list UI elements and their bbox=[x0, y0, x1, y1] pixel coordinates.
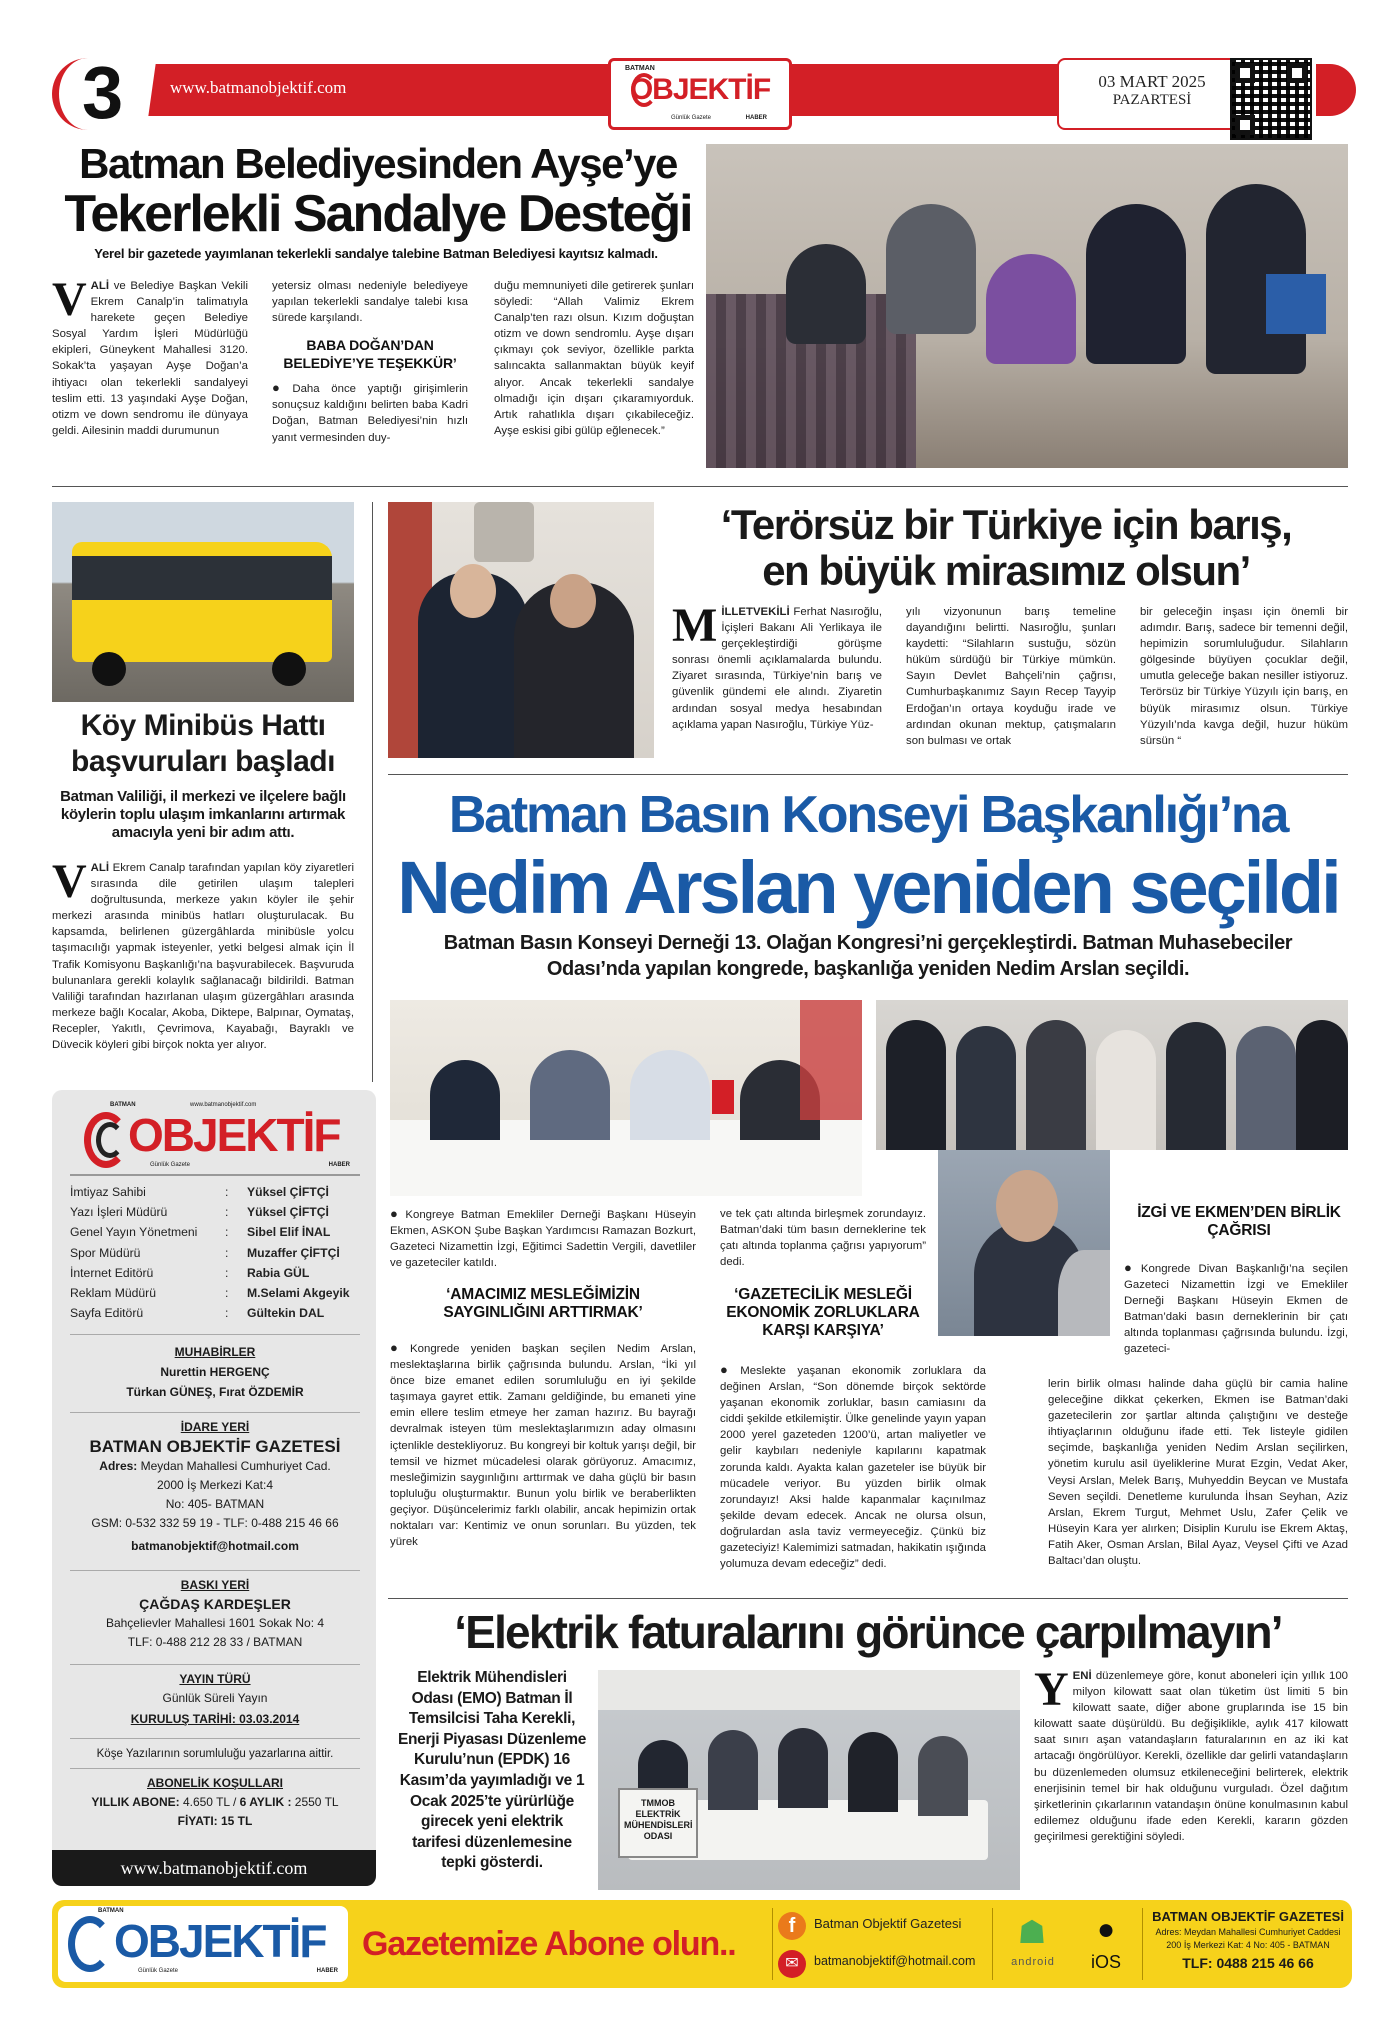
header-bar bbox=[52, 51, 1350, 134]
article3-deck: Batman Valiliği, il merkezi ve ilçelere bağlı köylerin toplu ulaşım imkanlarını artırmak amacıyla yeni bir adım attı. bbox=[60, 788, 346, 841]
article1-subhead: BABA DOĞAN’DAN BELEDİYE’YE TEŞEKKÜR’ bbox=[283, 337, 457, 372]
article4-title-1: Batman Basın Konseyi Başkanlığı’na bbox=[448, 786, 1288, 844]
article2-col2: yılı vizyonunun barış temeline dayandığını belirtti. Nasıroğlu, şunları kaydetti: “Silahların sustuğu, sözün hüküm sürdüğü bir Türkiye mümkün. Sayın Devlet Bahçeli’nin çağrısı, Cumhurbaşkanımız Sayın Recep Tayyip Erdoğan’ın ortaya koyduğu irade ve ardından okunan mektup, çatışmaların son bulması ve ortak bbox=[906, 606, 1116, 747]
footer-logo: BATMAN OBJEKTİF Günlük Gazete HABER bbox=[58, 1906, 348, 1982]
article3-body: VALİ Ekrem Canalp tarafından yapılan köy ziyaretleri sırasında dile getirilen ulaşım talepleri doğrultusunda, merkeze yakın köyler ile şehir merkezi arasında minibüs hatları oluşturulacak. Bu kapsamda, belirlenen güzergâhlarda minibüsle yolcu taşımacılığı yapmak isteyenler, yetki belgesi almak için İl Trafik Komisyonu Başkanlığı’na başvurabilecek. Başvuruda bulunanlara gerekli kolaylık sağlanacağı bildirildi. Batman Valiliği tarafından hazırlanan ulaşım güzergâhları arasında merkeze bağlı Kocalar, Akoba, Diktepe, Balpınar, Oymataş, Recepler, Yakıtlı, Çevrimova, Kayabağı, Bayraklı ve Düvecik köyleri gibi birçok nokta yer alıyor. bbox=[52, 860, 354, 1052]
article1-title-2: Tekerlekli Sandalye Desteği bbox=[64, 185, 692, 243]
article2-col3: bir geleceğin inşası için önemli bir adımdır. Barış, sadece bir temenni değil, hepimizin sorumluluğudur. Silahların gölgesinde büyüyen çocuklar değil, umutla geleceğe bakan nesiller istiyoruz. Terörsüz bir Türkiye Yüzyılı için barış, en büyük mirasımız olsun. Türkiye Yüzyılı’nda kavga değil, huzur hüküm sürsün “ bbox=[1140, 606, 1348, 747]
site-url[interactable]: www.batmanobjektif.com bbox=[170, 78, 347, 97]
article5-body: YENİ düzenlemeye göre, konut aboneleri için yıllık 100 milyon kilowatt saat olan tüketim üst limiti 5 bin kilowatt saate, diğer abone gruplarında ise 15 bin kilowatt saate düşürüldü. Bu değişiklikle, aylık 417 kilowatt saat sınırı aşan vatandaşların faturalarının en az iki kat artacağı öngörülüyor. Kerekli, özellikle dar gelirli vatandaşların bu düzenlemeden olumsuz etkileneceğini belirterek, elektrik enerjisinin temel bir hak olduğunu vurguladı. Özel dağıtım şirketlerinin çıkarlarının vatandaşın önüne konulmasının kabul edilemez olduğunu ifade eden Kerekli, kararın gözden geçirilmesi gerektiğini söyledi. bbox=[1034, 1668, 1348, 1843]
email-link[interactable]: batmanobjektif@hotmail.com bbox=[814, 1954, 976, 1968]
issue-day: PAZARTESİ bbox=[1112, 92, 1192, 108]
emo-photo bbox=[598, 1670, 1020, 1890]
idare-yeri: İDARE YERİ BATMAN OBJEKTİF GAZETESİ Adres: Meydan Mahallesi Cumhuriyet Cad. 2000 İş Merkezi Kat:4 No: 405- BATMAN GSM: 0-532 332 59 19 - TLF: 0-488 215 46 66 batmanobjektif@hotmail.com bbox=[89, 1420, 341, 1553]
article5-deck: Elektrik Mühendisleri Odası (EMO) Batman İl Temsilcisi Taha Kerekli, Enerji Piyasası Düzenleme Kurulu’nun (EPDK) 16 Kasım’da yayımladığı ve 1 Ocak 2025’te yürürlüğe girecek yeni elektrik tarifesi düzenlemesine tepki gösterdi. bbox=[397, 1669, 587, 1872]
article3-title-2: başvuruları başladı bbox=[71, 745, 335, 778]
article1-col3: duğu memnuniyeti dile getirerek şunları söyledi: “Allah Valimiz Ekrem Canalp’ten razı olsun. Kızım doğuştan otizm ve down sendromlu. Ayşe dışarı çıkmayı çok seviyor, özellikle parkta salıncakta sallanmaktan büyük keyif alıyor. Ancak tekerlekli sandalye olmadığı için dışarı çıkaramıyorduk. Artık rahatlıkla dışarı çıkabileceğiz. Ayşe eskisi gibi gülüp eğlenecek.” bbox=[494, 280, 694, 437]
article1-title-1: Batman Belediyesinden Ayşe’ye bbox=[79, 140, 677, 187]
article4-subhead-3: İZGİ VE EKMEN’DEN BİRLİK ÇAĞRISI bbox=[1137, 1204, 1341, 1239]
masthead-footer-url[interactable]: www.batmanobjektif.com bbox=[52, 1850, 376, 1886]
qr-code[interactable] bbox=[1230, 58, 1312, 140]
article1-photo bbox=[706, 144, 1348, 468]
footer-banner bbox=[52, 1900, 1352, 1988]
article4-title-2: Nedim Arslan yeniden seçildi bbox=[397, 846, 1339, 929]
kongre-group-photo bbox=[876, 1000, 1348, 1150]
article2-col1: MİLLETVEKİLİ Ferhat Nasıroğlu, İçişleri Bakanı Ali Yerlikaya ile gerçekleştirdiği görüşme sonrası önemli açıklamalarda bulundu. Ziyaret sırasında, Türkiye’nin barış ve güvenlik gündemi ele alındı. Ziyaretin ardından sosyal medya hesabından açıklama yapan Nasıroğlu, Türkiye Yüz- bbox=[672, 604, 882, 731]
nedim-arslan-photo bbox=[938, 1150, 1110, 1336]
header-logo: BATMAN OBJEKTİF Günlük Gazete HABER bbox=[608, 58, 792, 130]
article4-col3b: lerin birlik olması halinde daha güçlü bir camia haline geleceğine dikkat çekerken, Ekmen ise Batman’daki gazetecilerin zor şartlar altında çalıştığını ve desteğe ihtiyaçlarının olduğunu ifade etti. Tek listeyle gidilen seçimde, başkanlığa yeniden Nedim Arslan seçilirken, yönetim kurulu asil üyeliklerine Murat Ezgin, Vedat Aker, Veysi Arslan, Melek Barış, Muhyeddin Beycan ve Mustafa Seven seçildi. Denetleme kurulunda İhsan Seyhan, Aziz Arslan, Ekrem Turgut, Mehmet Uslu, Zafer Çelik ve Hüseyin Kara yer alırken; Disiplin Kurulu ise Ekrem Aktaş, Fatih Aker, Osman Arslan, Bilal Ayaz, Veysel Çifti ve Azad Baltacı’dan oluştu. bbox=[1048, 1378, 1348, 1568]
yayin-turu: YAYIN TÜRÜ Günlük Süreli Yayın KURULUŞ TARİHİ: 03.03.2014 bbox=[130, 1672, 300, 1726]
article2-title-2: en büyük mirasımız olsun’ bbox=[762, 547, 1250, 594]
article1-col2: yetersiz olması nedeniyle belediyeye yapılan tekerlekli sandalye talebi kısa sürede karşılandı. BABA DOĞAN’DAN BELEDİYE’YE TEŞEKKÜR’ ● Daha önce yaptığı girişimlerin sonuçsuz kaldığını belirten baba Kadri Doğan, Batman Belediyesi’nin hızlı yanıt vermesinden duy- bbox=[272, 278, 468, 468]
facebook-link[interactable]: Batman Objektif Gazetesi bbox=[814, 1916, 962, 1931]
article1-deck: Yerel bir gazetede yayımlanan tekerlekli sandalye talebine Batman Belediyesi kayıtsız kalmadı. bbox=[94, 246, 658, 261]
masthead-box bbox=[52, 1090, 376, 1886]
article2-title-1: ‘Terörsüz bir Türkiye için barış, bbox=[720, 501, 1292, 548]
article5-title: ‘Elektrik faturalarını görünce çarpılmayın’ bbox=[454, 1606, 1282, 1658]
article4-deck-2: Odası’nda yapılan kongrede, başkanlığa yeniden Nedim Arslan seçildi. bbox=[546, 958, 1190, 980]
masthead-staff: İmtiyaz Sahibi : Yüksel ÇİFTÇİ Yazı İşleri Müdürü : Yüksel ÇİFTÇİ Genel Yayın Yönetmeni : Sibel Elif İNAL Spor Müdürü : Muzaffer ÇİFTÇİ İnternet Editörü : Rabia GÜL Reklam Müdürü : M.Selami Akgeyik Sayfa Editörü : Gültekin DAL bbox=[70, 1185, 350, 1321]
emo-sign: TMMOB ELEKTRİK MÜHENDİSLERİ ODASI bbox=[618, 1788, 698, 1858]
article3-title-1: Köy Minibüs Hattı bbox=[80, 709, 326, 742]
kose-yazilari-note: Köşe Yazılarının sorumluluğu yazarlarına aittir. bbox=[96, 1748, 334, 1760]
baski-yeri: BASKI YERİ ÇAĞDAŞ KARDEŞLER Bahçelievler Mahallesi 1601 Sokak No: 4 TLF: 0-488 212 28 33 / BATMAN bbox=[105, 1578, 325, 1649]
footer-slogan: Gazetemize Abone olun.. bbox=[362, 1925, 736, 1963]
issue-date: 03 MART 2025 bbox=[1098, 72, 1206, 91]
article4-col1: ● Kongrede yeniden başkan seçilen Nedim Arslan, meslektaşlarına birlik çağrısında bulundu. Arslan, “İki yıl önce bize emanet edilen sorumluluğu en iyi şekilde taşımaya gayret ettik. Zamanı geldiğinde, bu emaneti yine emin ellere teslim etmeye her zaman hazırız. Bu bayrağı devralmak isteyen tüm meslektaşlarımızın aday olmasını içtenlikle destekliyoruz. Bu kongreyi bir koltuk yarışı değil, bir temsil ve hizmet mücadelesi olarak görüyoruz. Amacımız, mesleğimizin saygınlığını arttırmak ve daha güçlü bir basın topluluğu oluşturmaktır. Bunun yolu birlik ve beraberlikten geçiyor. Düşüncelerimiz farklı olabilir, ancak hepimizin ortak noktaları var: Kentimiz ve onun sorunları. Bu yüzden, tek yürek bbox=[390, 1340, 696, 1588]
article4-subhead-2: ‘GAZETECİLİK MESLEĞİ EKONOMİK ZORLUKLARA KARŞI KARŞIYA’ bbox=[726, 1286, 920, 1339]
article2-photo bbox=[388, 502, 654, 758]
article4-col2b: ● Meslekte yaşanan ekonomik zorluklara da değinen Arslan, “Son dönemde birçok sektörde yaşanan ekonomik zorluklar, basın camiasını da ciddi şekilde etkilemiştir. Ülke genelinde yayın yapan 2000 yerel gazeteden 1200’ü, artan maliyetler ve gelir kaybıları nedeniyle kapılarını kapatmak zorunda kaldı. Ayakta kalan gazeteler ise büyük bir mücadele veriyor. Bu yüzden birlik olmak zorundayız! Aksi halde kapanmalar kaçınılmaz şekilde devam edecek. Ancak ne olursa olsun, doğrulardan asla taviz vermeyeceğiz. Çünkü biz gazeteciyiz! Kalemimizi satmadan, hakikatin ışığında yolumuza devam edeceğiz” dedi. bbox=[720, 1362, 986, 1588]
masthead-logo: BATMAN www.batmanobjektif.com OBJEKTİF Günlük Gazete HABER bbox=[70, 1100, 360, 1176]
article4-col2a: ve tek çatı altında birleşmek zorundayız. Batman’daki tüm basın derneklerine tek çatı altında toplanma çağrısı yapıyorum” dedi. bbox=[720, 1208, 926, 1269]
article4-deck-1: Batman Basın Konseyi Derneği 13. Olağan Kongresi’ni gerçekleştirdi. Batman Muhasebeciler bbox=[443, 932, 1293, 954]
kongre-caption: ● Kongreye Batman Emekliler Derneği Başkanı Hüseyin Ekmen, ASKON Şube Başkan Yardımcısı Ramazan Bozkurt, Gazeteci Nizamettin İzgi, Eğitimci Sadettin Vergili, davetliler ve gazeteciler katıldı. bbox=[390, 1206, 696, 1276]
article1-col1: VALİ ve Belediye Başkan Vekili Ekrem Canalp’in talimatıyla harekete geçen Belediye Sosyal Yardım İşleri Müdürlüğü ekipleri, Güneykent Mahallesi 3120. Sokak’ta yaşayan Ayşe Doğan’a ihtiyacı olan tekerlekli sandalyeyi teslim etti. 13 yaşındaki Ayşe Doğan, otizm ve down sendromu ile dünyaya geldi. Ailesinin maddi durumunun bbox=[52, 278, 248, 437]
facebook-icon[interactable]: f bbox=[778, 1912, 806, 1940]
article4-subhead-1: ‘AMACIMIZ MESLEĞİMİZİN SAYGINLIĞINI ARTTIRMAK’ bbox=[443, 1286, 643, 1321]
android-icon[interactable]: ☗ bbox=[1017, 1914, 1047, 1950]
footer-company: BATMAN OBJEKTİF GAZETESİ Adres: Meydan Mahallesi Cumhuriyet Caddesi 200 İş Merkezi Kat: 4 No: 405 - BATMAN TLF: 0488 215 46 66 bbox=[1152, 1909, 1344, 1971]
muhabirler: MUHABİRLER Nurettin HERGENÇ Türkan GÜNEŞ, Fırat ÖZDEMİR bbox=[126, 1345, 304, 1399]
bus-photo bbox=[52, 502, 354, 702]
android-label[interactable]: android bbox=[1011, 1956, 1055, 1968]
apple-icon[interactable]: ● bbox=[1096, 1913, 1116, 1946]
email-icon[interactable]: ✉ bbox=[778, 1950, 806, 1978]
abonelik: ABONELİK KOŞULLARI YILLIK ABONE: 4.650 TL / 6 AYLIK : 2550 TL FİYATI: 15 TL bbox=[91, 1776, 339, 1828]
ios-label[interactable]: iOS bbox=[1090, 1952, 1121, 1972]
article4-col3a: ● Kongrede Divan Başkanlığı’na seçilen Gazeteci Nizamettin İzgi ve Emekliler Derneği Başkanı Hüseyin Ekmen de Batman’daki basın derneklerinin bir çatı altında toplanması çağrısında bulundu. İzgi, gazeteci- bbox=[1124, 1260, 1348, 1376]
kongre-panel-photo bbox=[390, 1000, 862, 1196]
page-number: 3 bbox=[82, 51, 124, 134]
